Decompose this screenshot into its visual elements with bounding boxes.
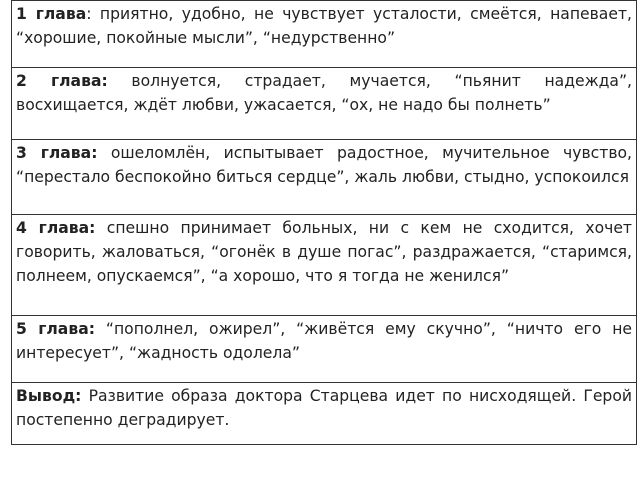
table-cell [12, 1, 637, 68]
chapter-label: 4 глава: [16, 219, 96, 237]
table-cell [12, 383, 637, 445]
summary-table [11, 0, 637, 445]
chapter-label: 2 глава: [16, 72, 108, 90]
table-row-chapter-3 [12, 140, 637, 215]
table-row-chapter-1 [12, 1, 637, 68]
table-row-chapter-5 [12, 316, 637, 383]
chapter-description: ошеломлён, испытывает радостное, мучительное чувство, “перестало беспокойно биться сердце”, жаль любви, стыдно, успокоился [16, 144, 633, 186]
chapter-label: 3 глава: [16, 144, 98, 162]
conclusion-text: Развитие образа доктора Старцева идет по нисходящей. Герой постепенно деградирует. [16, 387, 632, 429]
chapter-description: волнуется, страдает, мучается, “пьянит надежда”, восхищается, ждёт любви, ужасается, “ох, не надо бы полнеть” [16, 72, 633, 114]
table-cell [12, 215, 637, 316]
table-row-chapter-2 [12, 68, 637, 140]
table-row-chapter-4 [12, 215, 637, 316]
table-cell [12, 316, 637, 383]
table-row-conclusion [12, 383, 637, 445]
conclusion-label: Вывод: [16, 387, 82, 405]
table-cell [12, 68, 637, 140]
chapter-label: 1 глава [16, 5, 87, 23]
chapter-description: : приятно, удобно, не чувствует усталости, смеётся, напевает, “хорошие, покойные мысли”, “недурственно” [16, 5, 632, 47]
chapter-description: спешно принимает больных, ни с кем не сходится, хочет говорить, жаловаться, “огонёк в душе погас”, раздражается, “старимся, полнеем, опускаемся”, “а хорошо, что я тогда не женился” [16, 219, 632, 285]
chapter-label: 5 глава: [16, 320, 95, 338]
chapter-description: “пополнел, ожирел”, “живётся ему скучно”, “ничто его не интересует”, “жадность одолела” [16, 320, 633, 362]
table-cell [12, 140, 637, 215]
